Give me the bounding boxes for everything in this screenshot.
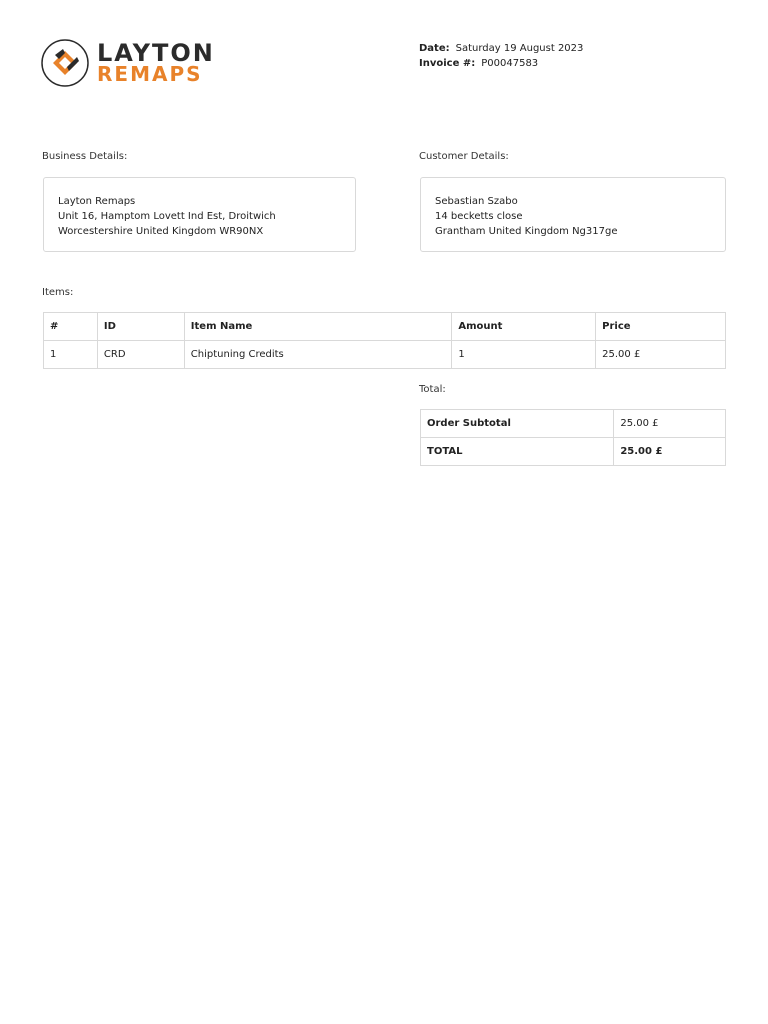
column-header-price: Price [596, 313, 726, 341]
table-row [44, 341, 726, 369]
cell-amount: 1 [452, 341, 596, 369]
total-heading: Total: [419, 384, 446, 395]
column-header-item-name: Item Name [184, 313, 452, 341]
subtotal-value: 25.00 £ [614, 410, 726, 438]
customer-address-line2: Grantham United Kingdom Ng317ge [435, 226, 618, 237]
cell-number: 1 [44, 341, 98, 369]
business-name: Layton Remaps [58, 196, 136, 207]
total-row [421, 438, 726, 466]
column-header-amount: Amount [452, 313, 596, 341]
business-details-heading: Business Details: [42, 151, 128, 162]
date-value: Saturday 19 August 2023 [455, 43, 584, 54]
column-header-id: ID [97, 313, 184, 341]
logo-text-layton: LAYTON [97, 39, 215, 67]
customer-details-heading: Customer Details: [419, 151, 509, 162]
total-value: 25.00 £ [614, 438, 726, 466]
items-table-header [44, 313, 726, 341]
business-details-box [43, 177, 356, 252]
cell-id: CRD [97, 341, 184, 369]
invoice-number-label: Invoice #: [419, 58, 476, 69]
business-address-line2: Worcestershire United Kingdom WR90NX [58, 226, 264, 237]
logo-emblem-icon [41, 37, 91, 89]
customer-name: Sebastian Szabo [435, 196, 518, 207]
totals-table [420, 409, 726, 466]
date-label: Date: [419, 43, 450, 54]
total-label: TOTAL [421, 438, 614, 466]
company-logo [41, 37, 231, 89]
customer-details-box [420, 177, 726, 252]
subtotal-row [421, 410, 726, 438]
items-table [43, 312, 726, 369]
column-header-number: # [44, 313, 98, 341]
invoice-number-value: P00047583 [481, 58, 539, 69]
cell-item-name: Chiptuning Credits [184, 341, 452, 369]
invoice-meta [419, 41, 583, 71]
date-row [419, 41, 583, 56]
invoice-number-row [419, 56, 583, 71]
subtotal-label: Order Subtotal [421, 410, 614, 438]
business-address-line1: Unit 16, Hamptom Lovett Ind Est, Droitwich [58, 211, 276, 222]
cell-price: 25.00 £ [596, 341, 726, 369]
logo-text-remaps: REMAPS [97, 62, 203, 86]
customer-address-line1: 14 becketts close [435, 211, 523, 222]
items-heading: Items: [42, 287, 74, 298]
